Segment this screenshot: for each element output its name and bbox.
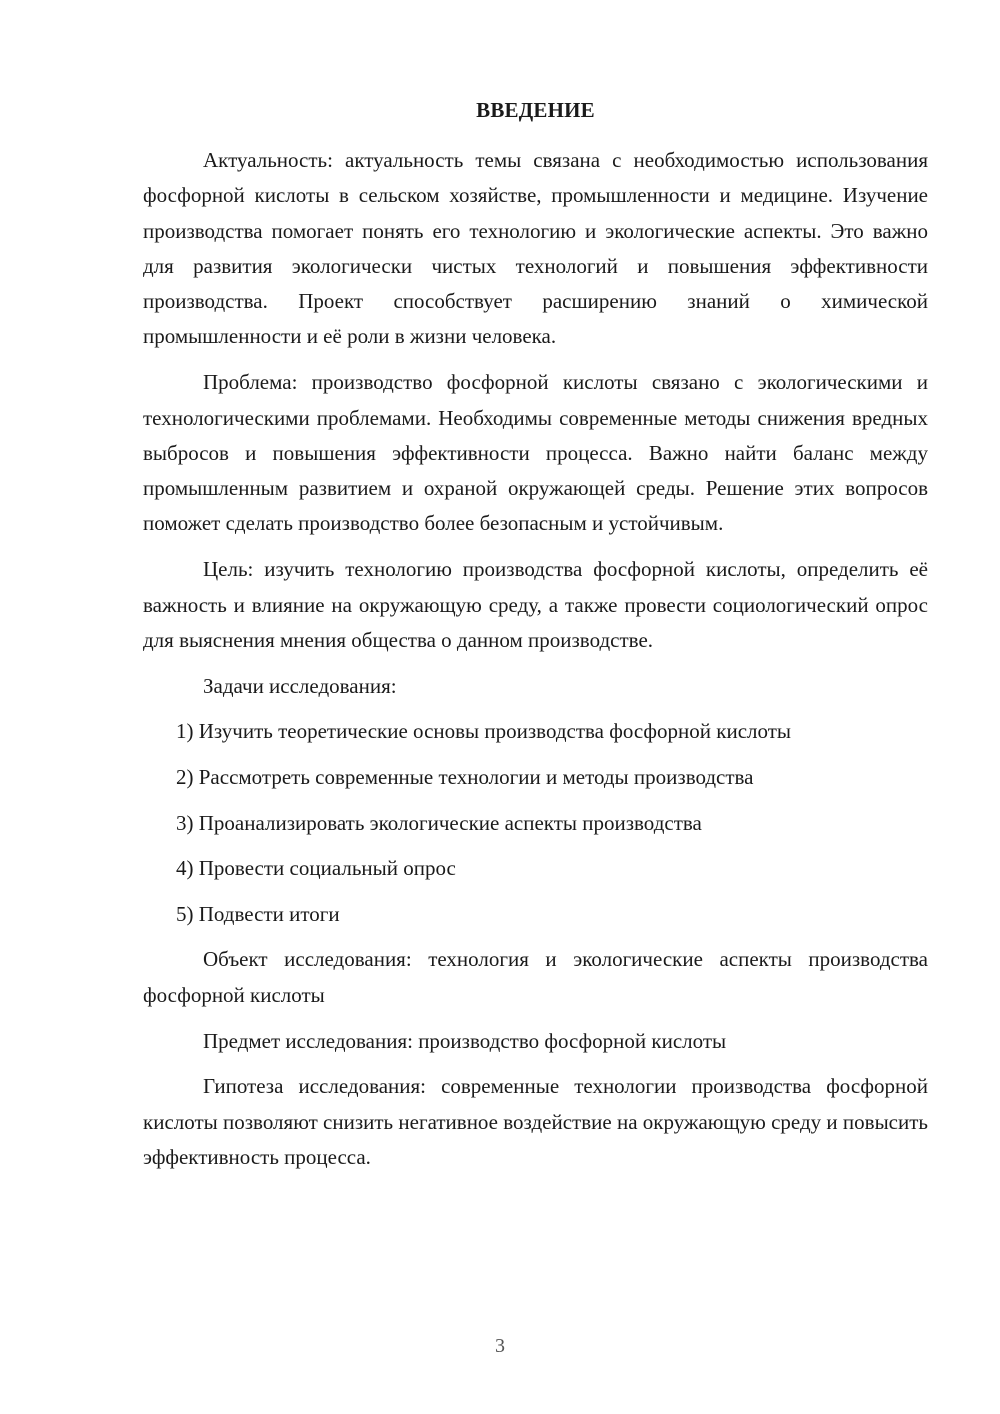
page-title: ВВЕДЕНИЕ [476, 98, 595, 122]
task-item-2: 2) Рассмотреть современные технологии и методы производства [176, 765, 754, 790]
document-page [143, 95, 928, 1186]
task-item-5: 5) Подвести итоги [176, 901, 340, 926]
task-item-1: 1) Изучить теоретические основы производства фосфорной кислоты [176, 719, 792, 744]
problem-paragraph: Проблема: производство фосфорной кислоты связано с экологическими и технологическими проблемами. Необходимы современные методы снижения вредных выбросов и повышения эффективности процесса. Важно найти баланс между промышленным развитием и охраной окружающей среды. Решение этих вопросов поможет сделать производство более безопасным и устойчивым. [143, 370, 928, 536]
subject-paragraph: Предмет исследования: производство фосфорной кислоты [203, 1028, 727, 1053]
relevance-paragraph: Актуальность: актуальность темы связана с необходимостью использования фосфорной кислоты в сельском хозяйстве, промышленности и медицине. Изучение производства помогает понять его технологию и экологические аспекты. Это важно для развития экологически чистых технологий и повышения эффективности производства. Проект способствует расширению знаний о химической промышленности и её роли в жизни человека. [143, 148, 928, 349]
goal-paragraph: Цель: изучить технологию производства фосфорной кислоты, определить её важность и влияние на окружающую среду, а также провести социологический опрос для выяснения мнения общества о данном производстве. [143, 557, 928, 652]
task-list [143, 714, 928, 932]
object-paragraph: Объект исследования: технология и экологические аспекты производства фосфорной кислоты [143, 947, 928, 1007]
page-number: 3 [495, 1335, 505, 1357]
tasks-heading: Задачи исследования: [203, 673, 397, 698]
task-item-3: 3) Проанализировать экологические аспекты производства [176, 810, 702, 835]
hypothesis-paragraph: Гипотеза исследования: современные технологии производства фосфорной кислоты позволяют снизить негативное воздействие на окружающую среду и повысить эффективность процесса. [143, 1074, 928, 1169]
task-item-4: 4) Провести социальный опрос [176, 856, 456, 881]
